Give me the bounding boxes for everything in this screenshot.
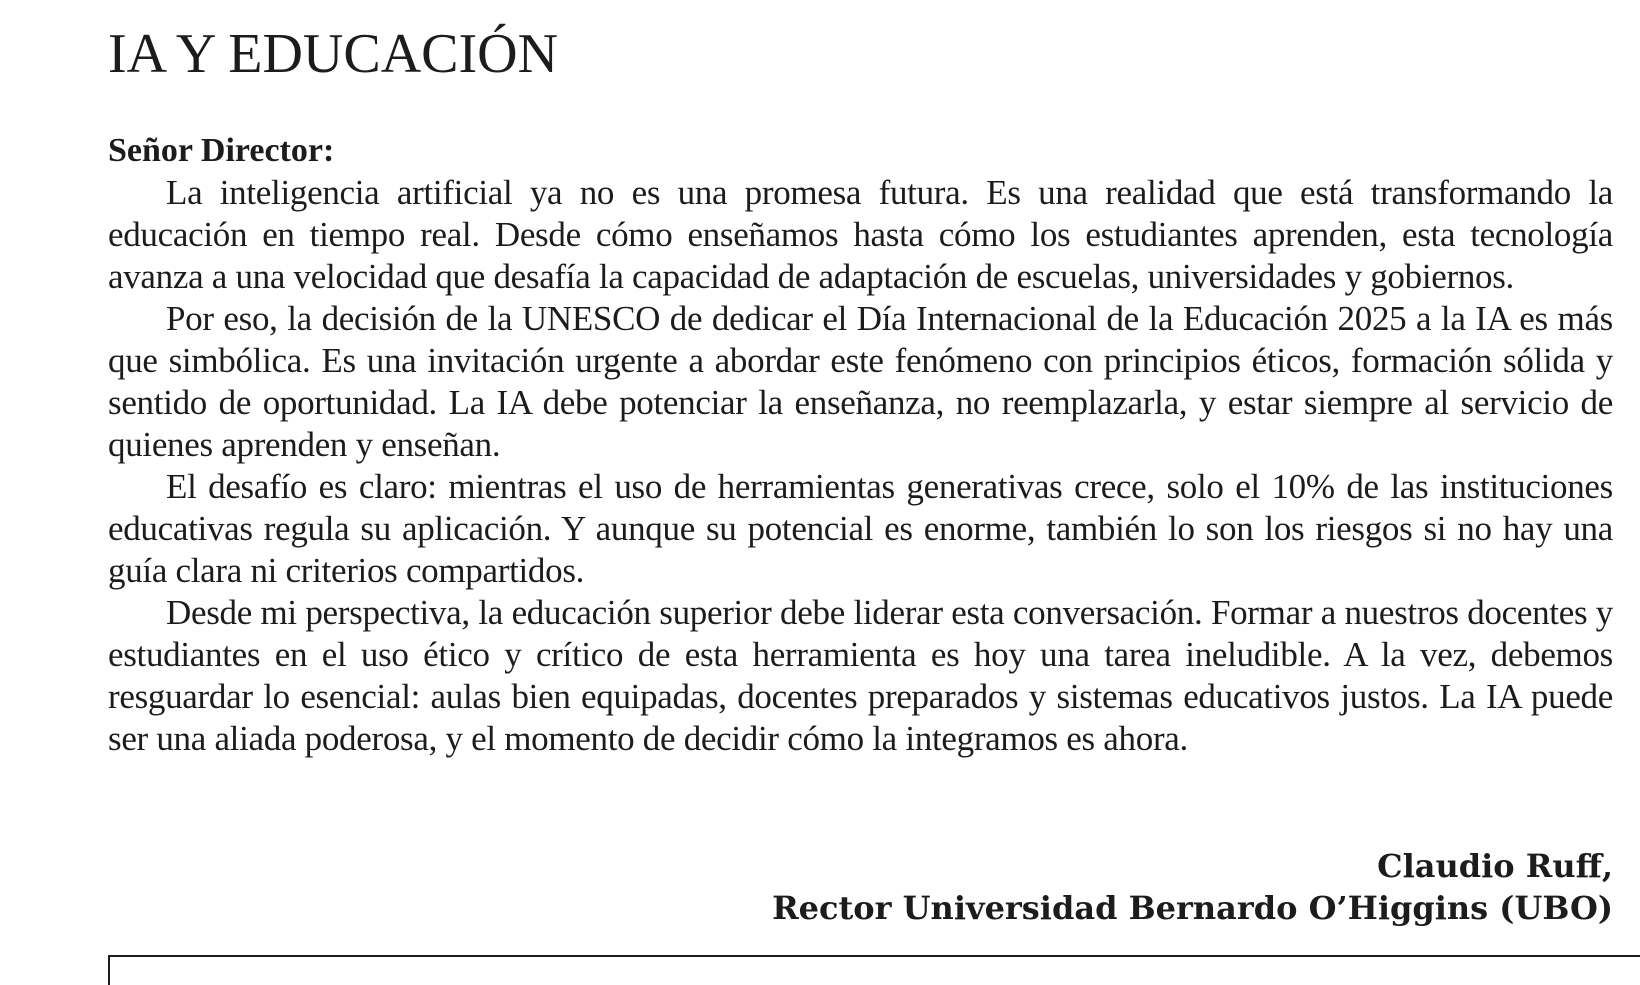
signature-title: Rector Universidad Bernardo O’Higgins (UBO) (772, 889, 1613, 927)
letter-page (108, 0, 1613, 927)
signature-block (772, 845, 1613, 929)
letter-body (108, 172, 1613, 760)
headline: IA Y EDUCACIÓN (108, 23, 559, 85)
salutation: Señor Director: (108, 132, 335, 169)
paragraph-4: Desde mi perspectiva, la educación superior debe liderar esta conversación. Formar a nuestros docentes y estudiantes en el uso ético y crítico de esta herramienta es hoy una tarea ineludible. A la vez, debemos resguardar lo esencial: aulas bien equipadas, docentes preparados y sistemas educativos justos. La IA puede ser una aliada poderosa, y el momento de decidir cómo la integramos es ahora. (108, 593, 1613, 758)
paragraph-2: Por eso, la decisión de la UNESCO de dedicar el Día Internacional de la Educación 2025 a la IA es más que simbólica. Es una invitación urgente a abordar este fenómeno con principios éticos, formación sólida y sentido de oportunidad. La IA debe potenciar la enseñanza, no reemplazarla, y estar siempre al servicio de quienes aprenden y enseñan. (108, 299, 1613, 464)
paragraph-1: La inteligencia artificial ya no es una promesa futura. Es una realidad que está transformando la educación en tiempo real. Desde cómo enseñamos hasta cómo los estudiantes aprenden, esta tecnología avanza a una velocidad que desafía la capacidad de adaptación de escuelas, universidades y gobiernos. (108, 173, 1613, 296)
next-section-border (108, 955, 1640, 985)
paragraph-3: El desafío es claro: mientras el uso de herramientas generativas crece, solo el 10% de las instituciones educativas regula su aplicación. Y aunque su potencial es enorme, también lo son los riesgos si no hay una guía clara ni criterios compartidos. (108, 467, 1613, 590)
signature-name: Claudio Ruff, (1377, 847, 1613, 885)
